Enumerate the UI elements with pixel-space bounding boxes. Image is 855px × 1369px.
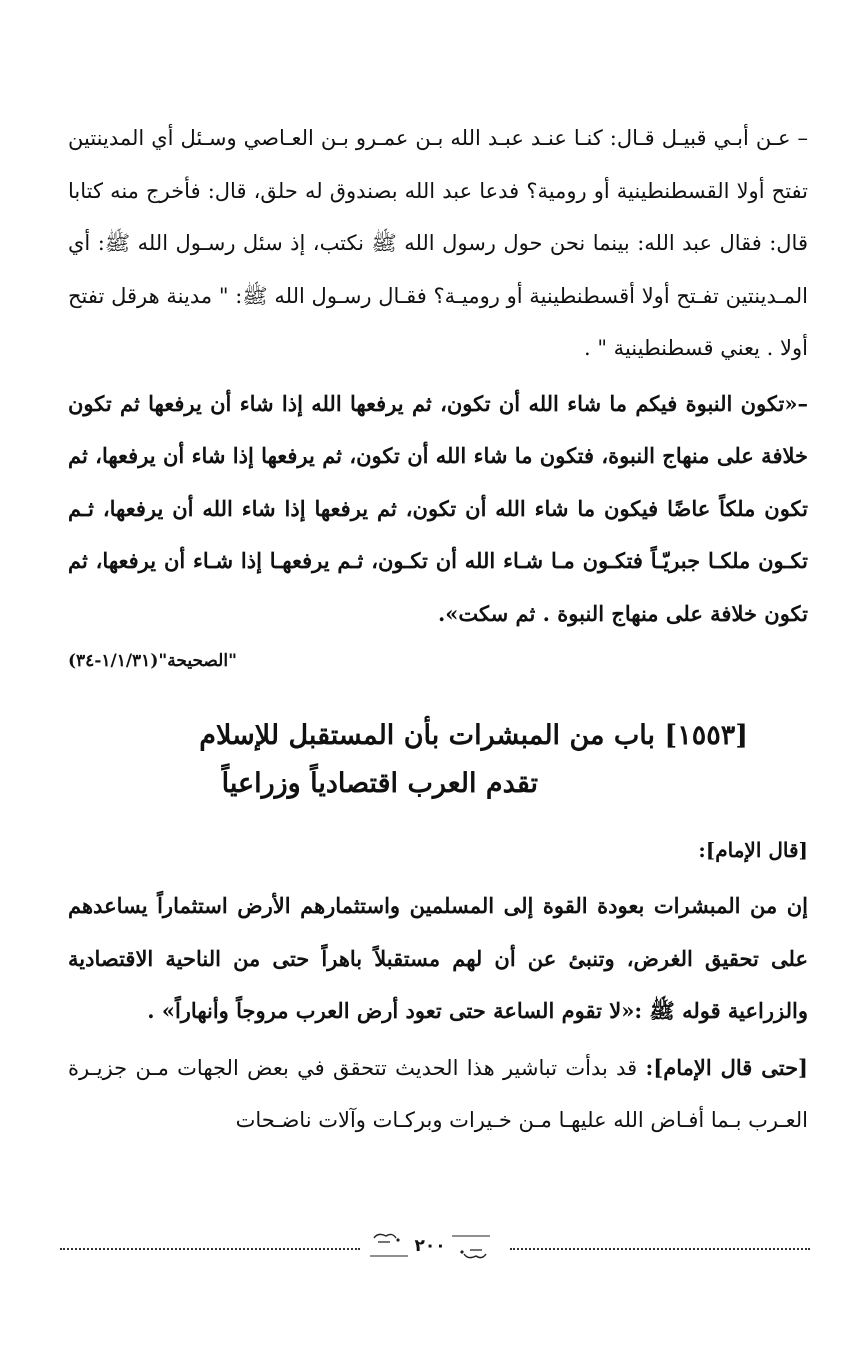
imam-paragraph: إن من المبشرات بعودة القوة إلى المسلمين واستثمارهم الأرض استثماراً يساعدهم على تحقيق الغرض، وتنبئ عن أن لهم مستقبلاً باهراً حتى من الناحية الاقتصادية والزراعية قوله ﷺ :«لا تقوم الساعة حتى تعود أرض العرب مروجاً وأنهاراً» . xyxy=(68,893,808,1023)
source-reference: "الصحيحة"(١/١/٣١-٣٤) xyxy=(68,651,237,671)
chapter-heading xyxy=(68,712,808,808)
footer-divider-left xyxy=(60,1248,360,1250)
continuation-text: قد بدأت تباشير هذا الحديث تتحقق في بعض الجهات مـن جزيـرة العـرب بـما أفـاض الله عليهـا مـن خـيرات وبركـات وآلات ناضـحات xyxy=(68,1055,808,1132)
footer-divider-right xyxy=(510,1248,810,1250)
hadith-paragraph-1: – عـن أبـي قبيـل قـال: كنـا عنـد عبـد الله بـن عمـرو بـن العـاصي وسـئل أي المدينتين تفتح أولا القسطنطينية أو رومية؟ فدعا عبد الله بصندوق له حلق، قال: فأخرج منه كتابا قال: فقال عبد الله: بينما نحن حول رسول الله ﷺ نكتب، إذ سئل رسـول الله ﷺ: أي المـدينتين تفـتح أولا أقسطنطينية أو روميـة؟ فقـال رسـول الله ﷺ: " مدينة هرقل تفتح أولا . يعني قسطنطينية " . xyxy=(68,126,808,360)
ornament-frame-icon xyxy=(368,1230,492,1262)
page-footer xyxy=(60,1228,810,1268)
hadith-paragraph-2: –«تكون النبوة فيكم ما شاء الله أن تكون، ثم يرفعها الله إذا شاء أن يرفعها ثم تكون خلافة على منهاج النبوة، فتكون ما شاء الله أن تكون، ثم يرفعها إذا شاء أن يرفعها، ثم تكون ملكاً عاضًا فيكون ما شاء الله أن تكون، ثم يرفعها إذا شاء الله أن يرفعها، ثـم تكـون ملكـا جبريّـاً فتكـون مـا شـاء الله أن تكـون، ثـم يرفعهـا إذا شـاء أن يرفعها، ثم تكون خلافة على منهاج النبوة . ثم سكت». xyxy=(68,390,808,626)
chapter-heading-line-1: [١٥٥٣] باب من المبشرات بأن المستقبل للإسلام xyxy=(199,720,748,751)
imam-label: [قال الإمام]: xyxy=(698,838,808,862)
continuation-paragraph xyxy=(68,1042,808,1147)
page-number-frame xyxy=(368,1230,492,1262)
continuation-label: [حتى قال الإمام]: xyxy=(645,1054,808,1080)
chapter-heading-line-2: تقدم العرب اقتصادياً وزراعياً xyxy=(221,768,538,799)
page-number: ٢٠٠ xyxy=(414,1236,446,1256)
page-body xyxy=(68,112,808,1147)
